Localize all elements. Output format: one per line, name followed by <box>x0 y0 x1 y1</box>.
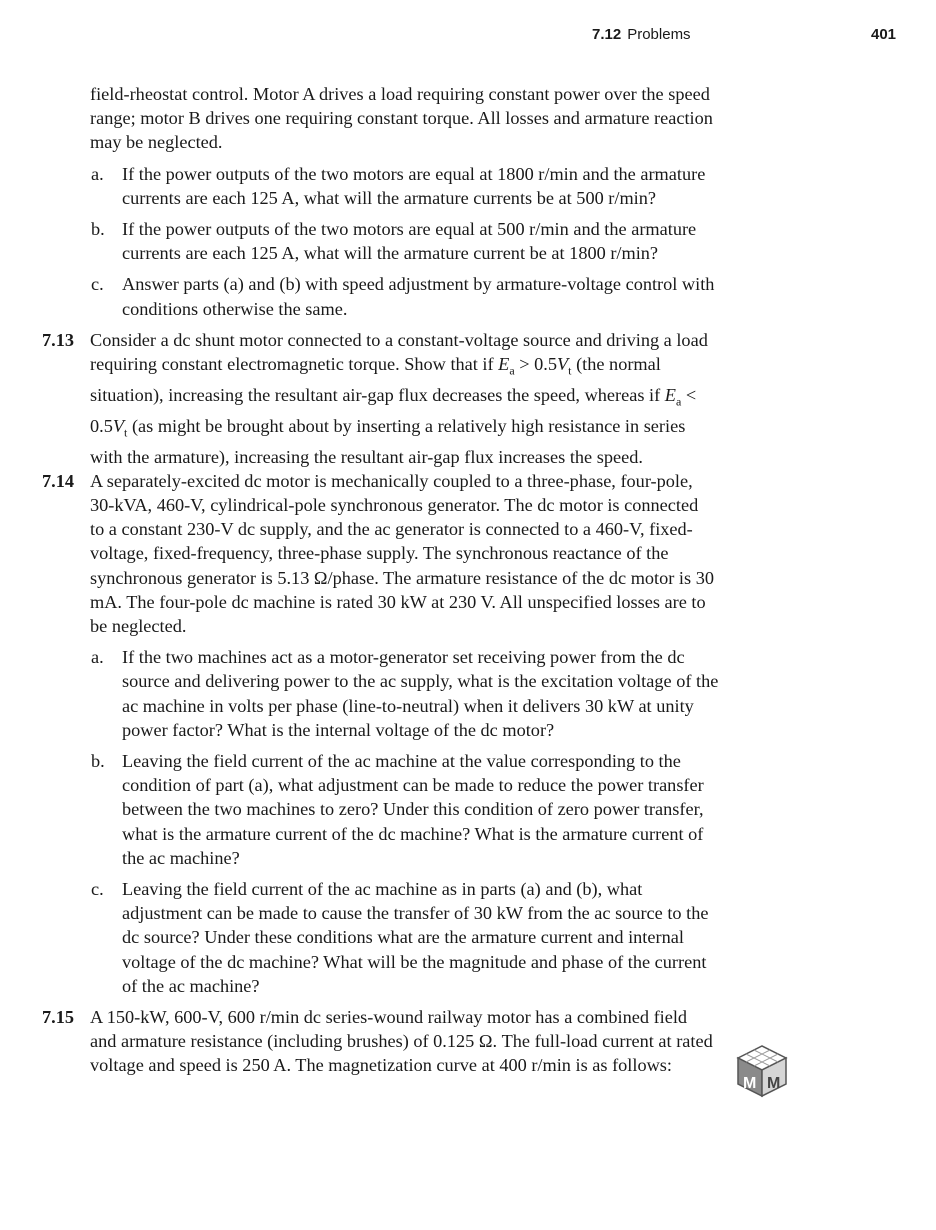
part-label: a. <box>91 647 104 668</box>
problem-part <box>91 162 722 210</box>
problem-number: 7.13 <box>42 329 74 350</box>
problem-part <box>91 272 722 320</box>
section-title: Problems <box>627 26 691 43</box>
part-text: If the power outputs of the two motors are equal at 500 r/min and the armature currents are each 125 A, what will the armature current be at 1800 r/min? <box>122 219 697 264</box>
section-heading <box>592 26 691 43</box>
problem-part <box>91 645 722 742</box>
problem-text: Consider a dc shunt motor connected to a constant-voltage source and driving a load requiring constant electromagnetic torque. Show that if $E_a > 0.5V_t$ (the normal situation), increasing the resultant air-gap flux decreases the speed, whereas if $E_a < 0.5V_t$ (as might be brought about by inserting a relatively high resistance in series with the armature), increasing the resultant air-gap flux increases the speed. <box>90 329 708 467</box>
continued-problem-text: field-rheostat control. Motor A drives a load requiring constant power over the speed range; motor B drives one requiring constant torque. All losses and armature reaction may be neglected. <box>90 84 713 153</box>
problem-part <box>91 217 722 265</box>
part-label: b. <box>91 219 105 240</box>
problem-part <box>91 749 722 870</box>
part-text: If the two machines act as a motor-generator set receiving power from the dc source and delivering power to the ac supply, what is the excitation voltage of the ac machine in volts per phase (line-to-neutral) when it delivers 30 kW at unity power factor? What is the internal voltage of the dc motor? <box>122 647 719 740</box>
continued-problem-parts <box>0 162 936 321</box>
svg-text:M: M <box>743 1075 757 1092</box>
part-text: If the power outputs of the two motors are equal at 1800 r/min and the armature currents are each 125 A, what will the armature currents be at 500 r/min? <box>122 163 706 208</box>
part-text: Leaving the field current of the ac machine as in parts (a) and (b), what adjustment can be made to cause the transfer of 30 kW from the ac source to the dc source? Under these conditions what are the armature current and internal voltage of the dc machine? What will be the magnitude and phase of the current of the ac machine? <box>122 879 709 996</box>
part-label: c. <box>91 274 104 295</box>
problem-parts <box>0 645 936 998</box>
part-label: c. <box>91 879 104 900</box>
running-header <box>0 26 936 48</box>
problem-7-14 <box>42 469 715 638</box>
problem-7-13 <box>42 328 715 469</box>
problem-part <box>91 877 722 998</box>
problem-text: A 150-kW, 600-V, 600 r/min dc series-wound railway motor has a combined field and armature resistance (including brushes) of 0.125 Ω. The full-load current at rated voltage and speed is 250 A. The magnetization curve at 400 r/min is as follows: <box>90 1007 713 1076</box>
part-text: Answer parts (a) and (b) with speed adjustment by armature-voltage control with conditions otherwise the same. <box>122 274 715 319</box>
problem-text: A separately-excited dc motor is mechanically coupled to a three-phase, four-pole, 30-kVA, 460-V, cylindrical-pole synchronous generator. The dc motor is connected to a constant 230-V dc supply, and the ac generator is connected to a 460-V, fixed-voltage, fixed-frequency, three-phase supply. The synchronous reactance of the synchronous generator is 5.13 Ω/phase. The armature resistance of the dc motor is 30 mA. The four-pole dc machine is rated 30 kW at 230 V. All unspecified losses are to be neglected. <box>90 470 714 637</box>
svg-text:M: M <box>767 1075 781 1092</box>
part-label: b. <box>91 751 105 772</box>
matlab-cube-icon <box>734 1044 790 1098</box>
problem-7-15 <box>42 1005 715 1078</box>
part-text: Leaving the field current of the ac machine at the value corresponding to the condition of part (a), what adjustment can be made to reduce the power transfer between the two machines to zero? Under this condition of zero power transfer, what is the armature current of the dc machine? What is the armature current of the ac machine? <box>122 751 704 868</box>
section-number: 7.12 <box>592 26 622 43</box>
page-number: 401 <box>871 26 897 43</box>
page-body <box>0 82 936 1078</box>
problem-number: 7.14 <box>42 470 74 491</box>
part-label: a. <box>91 163 104 184</box>
problem-number: 7.15 <box>42 1007 74 1028</box>
